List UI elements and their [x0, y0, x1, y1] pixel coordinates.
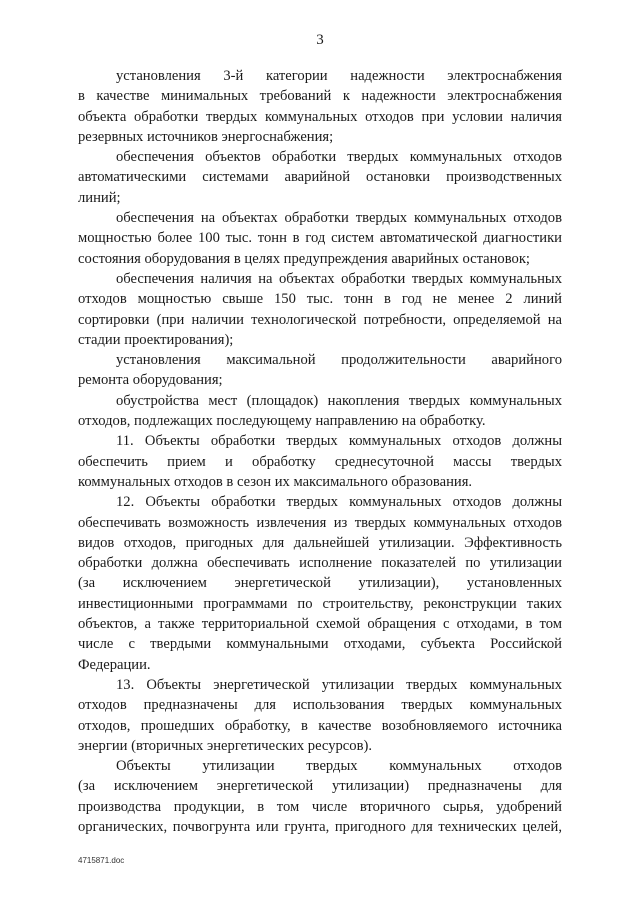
text-line: Объекты утилизации твердых коммунальных отходов — [116, 758, 562, 775]
text-line: числе с твердыми коммунальными отходами, субъекта Российской — [78, 636, 562, 653]
text-line: объектов, а также территориальной схемой обращения с отходами, в том — [78, 616, 562, 633]
text-line: мощностью более 100 тыс. тонн в год систем автоматической диагностики — [78, 230, 562, 247]
text-line: (за исключением энергетической утилизации) предназначены для — [78, 778, 562, 795]
text-line: линий; — [78, 189, 121, 206]
text-line: 13. Объекты энергетической утилизации твердых коммунальных — [116, 676, 562, 693]
document-body — [78, 66, 562, 837]
text-line: сортировки (при наличии технологической потребности, определяемой на — [78, 311, 562, 328]
text-line: обеспечения на объектах обработки твердых коммунальных отходов — [116, 210, 562, 227]
text-line: видов отходов, пригодных для дальнейшей утилизации. Эффективность — [78, 534, 562, 551]
text-line: обустройства мест (площадок) накопления твердых коммунальных — [116, 392, 562, 409]
text-line: отходов, подлежащих последующему направлению на обработку. — [78, 413, 486, 430]
text-line: обеспечивать возможность извлечения из твердых коммунальных отходов — [78, 514, 562, 531]
text-line: (за исключением энергетической утилизации), установленных — [78, 575, 562, 592]
text-line: обеспечения объектов обработки твердых коммунальных отходов — [116, 149, 562, 166]
text-line: 12. Объекты обработки твердых коммунальных отходов должны — [116, 494, 562, 511]
text-line: обеспечить прием и обработку среднесуточной массы твердых — [78, 453, 562, 470]
text-line: состояния оборудования в целях предупреждения аварийных остановок; — [78, 250, 530, 267]
text-line: установления 3-й категории надежности электроснабжения — [116, 68, 562, 84]
footer-filename: 4715871.doc — [78, 856, 125, 865]
text-line: обеспечения наличия на объектах обработки твердых коммунальных — [116, 270, 562, 287]
text-line: установления максимальной продолжительности аварийного — [116, 352, 562, 369]
text-line: коммунальных отходов в сезон их максимального образования. — [78, 473, 473, 490]
text-line: объекта обработки твердых коммунальных отходов при условии наличия — [78, 108, 562, 125]
text-line: инвестиционными программами по строительству, реконструкции таких — [78, 595, 562, 612]
text-line: обработки должна обеспечивать исполнение показателей по утилизации — [78, 555, 562, 572]
text-line: энергии (вторичных энергетических ресурсов). — [78, 737, 372, 754]
text-line: стадии проектирования); — [78, 331, 234, 348]
page-number: 3 — [316, 32, 324, 48]
text-line: отходов предназначены для использования твердых коммунальных — [78, 697, 562, 714]
text-line: ремонта оборудования; — [78, 372, 223, 389]
text-line: производства продукции, в том числе вторичного сырья, удобрений — [78, 798, 562, 815]
text-line: органических, почвогрунта или грунта, пригодного для технических целей, — [78, 818, 562, 835]
text-line: в качестве минимальных требований к надежности электроснабжения — [78, 88, 562, 105]
text-line: отходов, прошедших обработку, в качестве возобновляемого источника — [78, 717, 562, 734]
text-line: отходов мощностью свыше 150 тыс. тонн в год не менее 2 линий — [78, 291, 562, 308]
text-line: автоматическими системами аварийной остановки производственных — [78, 169, 562, 186]
text-line: резервных источников энергоснабжения; — [78, 128, 334, 145]
text-line: 11. Объекты обработки твердых коммунальных отходов должны — [116, 433, 562, 450]
text-line: Федерации. — [78, 656, 151, 673]
